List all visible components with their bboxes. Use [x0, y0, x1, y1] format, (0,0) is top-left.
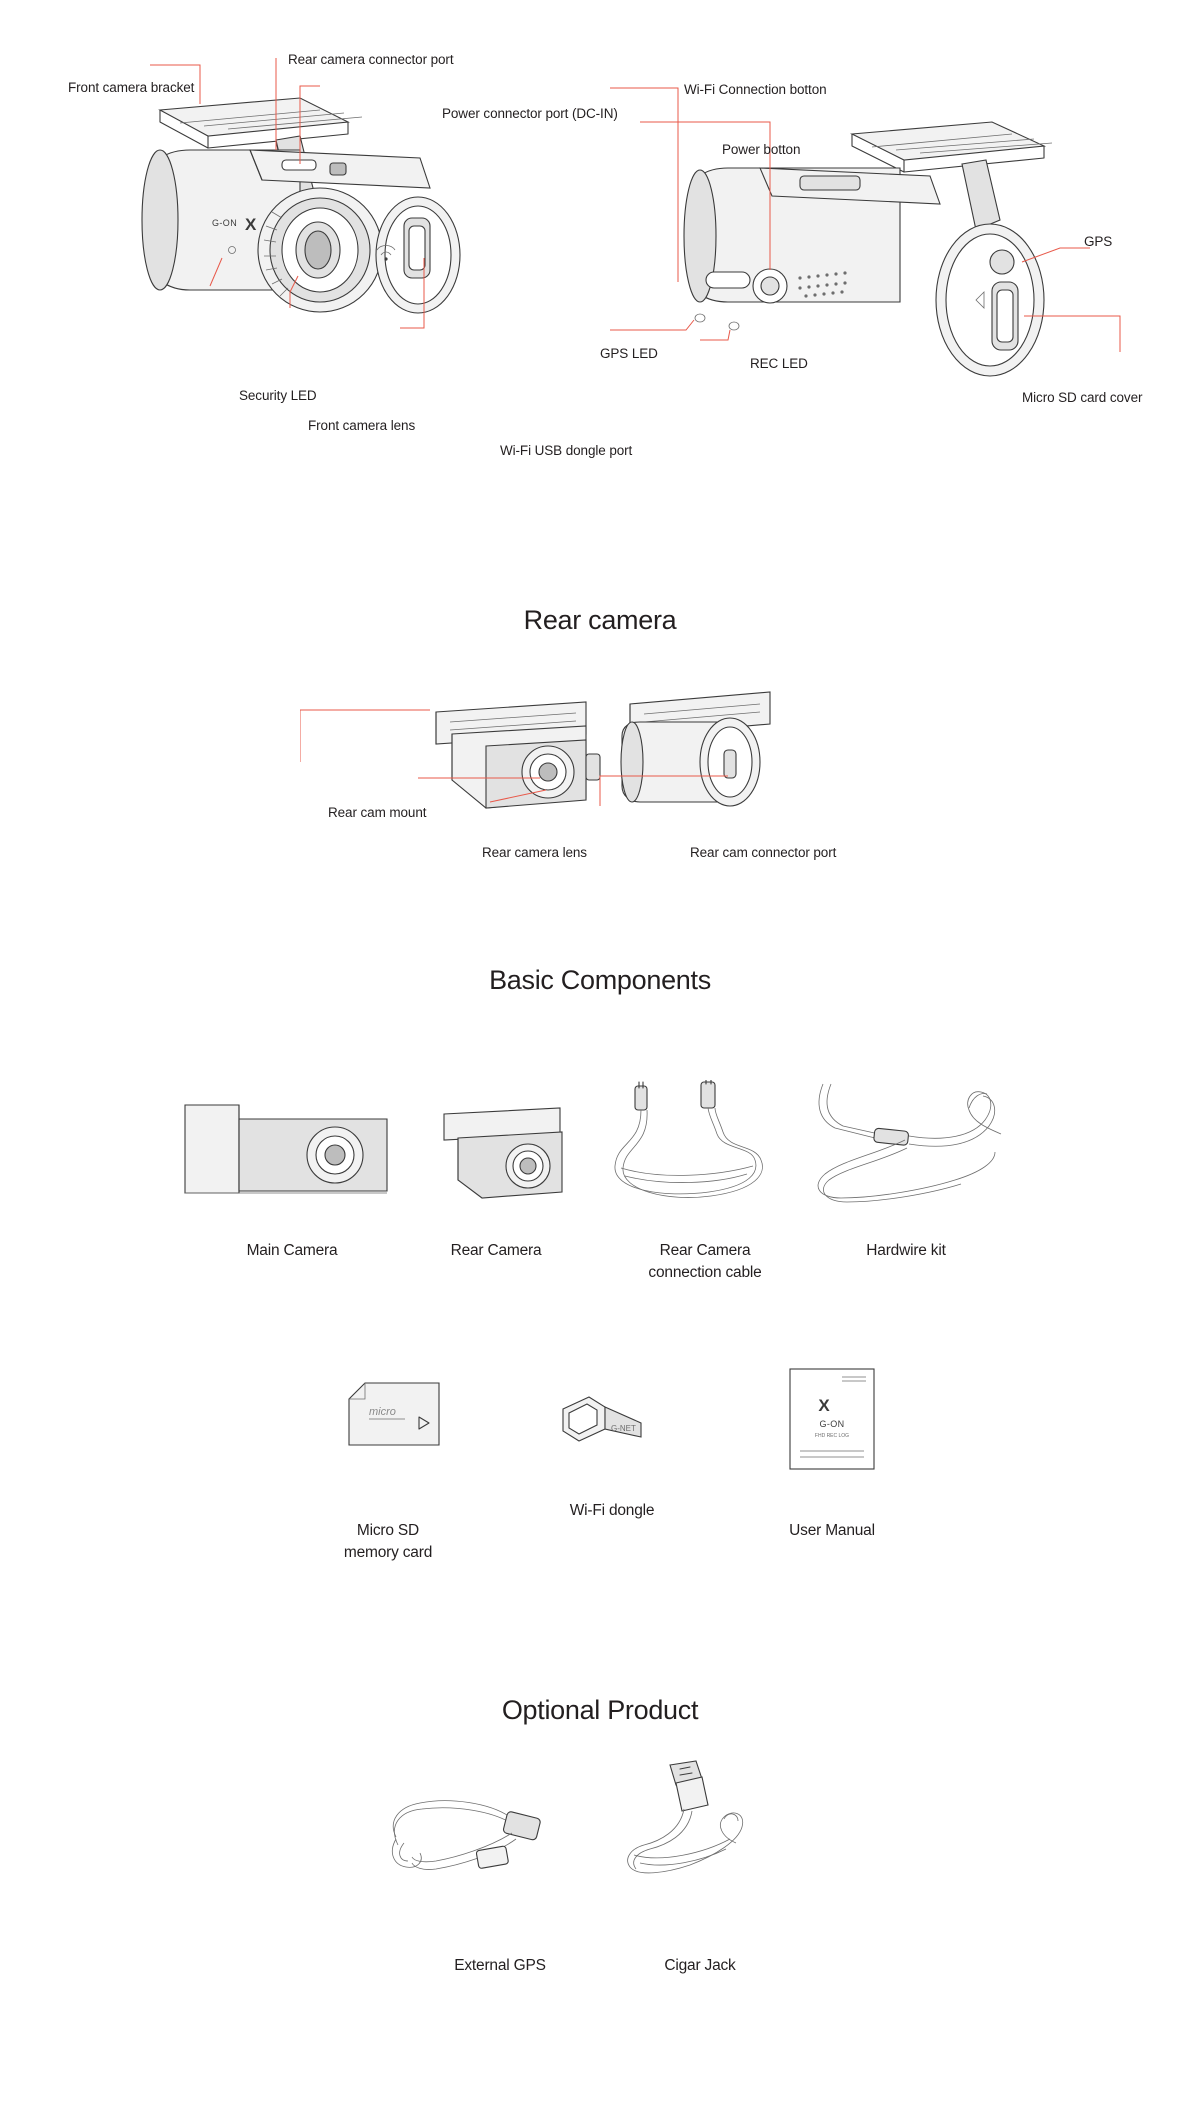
component-rear-camera-art: [430, 1100, 610, 1215]
label-wifi-connection-botton: Wi-Fi Connection botton: [684, 82, 827, 97]
component-wifi-dongle-art: [555, 1385, 665, 1465]
front-camera-left-view: [142, 98, 460, 313]
caption-cigar-jack: Cigar Jack: [664, 1957, 736, 1974]
component-hardwire-kit-art: [805, 1080, 1025, 1220]
label-security-led: Security LED: [239, 388, 317, 403]
caption-hardwire-kit: Hardwire kit: [866, 1242, 946, 1259]
front-camera-diagram: [0, 0, 1200, 470]
label-rec-led: REC LED: [750, 356, 808, 371]
caption-rear-camera-cable: [595, 1240, 815, 1285]
svg-text:X: X: [818, 1396, 830, 1415]
label-micro-sd-card-cover: Micro SD card cover: [1022, 390, 1143, 405]
label-rear-camera-lens: Rear camera lens: [482, 845, 587, 860]
label-wifi-usb-dongle-port: Wi-Fi USB dongle port: [500, 443, 633, 458]
label-front-camera-bracket: Front camera bracket: [68, 80, 195, 95]
label-front-camera-lens: Front camera lens: [308, 418, 416, 433]
component-micro-sd-art: [335, 1375, 465, 1465]
optional-external-gps-art: [380, 1765, 580, 1915]
label-rear-cam-mount: Rear cam mount: [328, 805, 427, 820]
label-gps-led: GPS LED: [600, 346, 658, 361]
rear-camera-rear-view: [621, 692, 770, 806]
caption-micro-sd-line1: Micro SD: [356, 1522, 420, 1539]
svg-text:FHD REC LOG: FHD REC LOG: [814, 1433, 850, 1439]
caption-user-manual: User Manual: [789, 1522, 875, 1539]
section-title-rear-camera: Rear camera: [523, 605, 677, 635]
label-rear-cam-connector-port: Rear cam connector port: [690, 845, 837, 860]
caption-micro-sd-line2: memory card: [343, 1544, 433, 1562]
front-camera-right-view: [684, 122, 1052, 376]
caption-rear-camera-cable-line1: Rear Camera: [659, 1242, 751, 1259]
section-title-optional-product: Optional Product: [501, 1695, 699, 1725]
svg-text:G-ON: G-ON: [212, 218, 238, 228]
caption-rear-camera: Rear Camera: [450, 1242, 542, 1259]
section-title-basic-components: Basic Components: [489, 965, 711, 995]
caption-rear-camera-cable-line2: connection cable: [648, 1264, 762, 1282]
label-power-connector-port: Power connector port (DC-IN): [442, 106, 618, 121]
caption-main-camera: Main Camera: [246, 1242, 338, 1259]
caption-wifi-dongle: Wi-Fi dongle: [569, 1502, 655, 1519]
label-rear-camera-connector-port: Rear camera connector port: [288, 52, 454, 67]
svg-text:G-NET: G-NET: [611, 1424, 636, 1433]
label-power-botton: Power botton: [722, 142, 801, 157]
svg-text:micro: micro: [369, 1406, 396, 1418]
component-rear-camera-cable-art: [605, 1080, 785, 1220]
optional-cigar-jack-art: [610, 1755, 810, 1915]
svg-text:X: X: [245, 215, 257, 234]
label-gps: GPS: [1084, 234, 1113, 249]
component-user-manual-art: [780, 1365, 890, 1475]
rear-camera-front-view: [436, 702, 600, 808]
caption-external-gps: External GPS: [454, 1957, 546, 1974]
component-main-camera-art: [175, 1095, 405, 1215]
svg-text:G-ON: G-ON: [819, 1419, 845, 1429]
caption-micro-sd: [288, 1520, 488, 1565]
